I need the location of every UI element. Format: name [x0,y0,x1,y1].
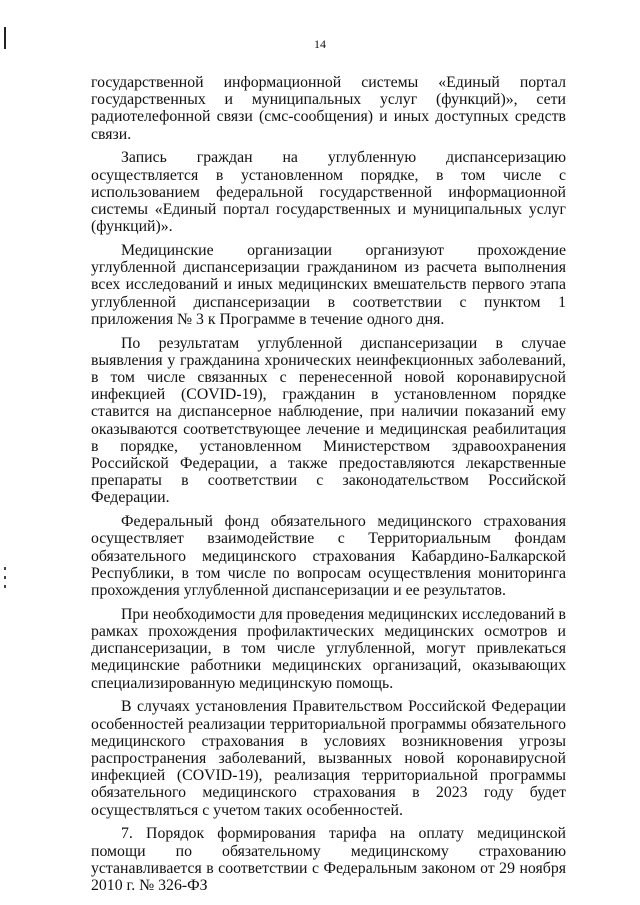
paragraph-results: По результатам углубленной диспансеризации в случае выявления у гражданина хронических неинфекционных заболеваний, в том числе связанных с перенесенной новой коронавирусной инфекцией (COVID-19), гражданин в установленном порядке ставится на диспансерное наблюдение, при наличии показаний ему оказываются соответствующее лечение и медицинская реабилитация в порядке, установленном Министерством здравоохранения Российской Федерации, а также предоставляются лекарственные препараты в соответствии с законодательством Российской Федерации. [91,334,566,507]
paragraph-specialists: При необходимости для проведения медицинских исследований в рамках прохождения профилактических медицинских осмотров и диспансеризации, в том числе углубленной, могут привлекаться медицинские работники медицинских организаций, оказывающих специализированную медицинскую помощь. [91,605,566,692]
scan-margin-dots [4,567,8,597]
paragraph-federal-fund: Федеральный фонд обязательного медицинского страхования осуществляет взаимодействие с Территориальным фондам обязательного медицинского страхования Кабардино-Балкарской Республики, в том числе по вопросам осуществления мониторинга прохождения углубленной диспансеризации и ее результатов. [91,513,566,600]
document-body [91,74,566,901]
page-number: 14 [314,37,326,51]
paragraph-continuation: государственной информационной системы «Единый портал государственных и муниципальных услуг (функций)», сети радиотелефонной связи (смс-сообщения) и иных доступных средств связи. [91,74,566,143]
paragraph-covid-features: В случаях установления Правительством Российской Федерации особенностей реализации территориальной программы обязательного медицинского страхования в условиях возникновения угрозы распространения заболеваний, вызванных новой коронавирусной инфекцией (COVID-19), реализация территориальной программы обязательного медицинского страхования в 2023 году будет осуществляться с учетом таких особенностей. [91,698,566,819]
paragraph-registration: Запись граждан на углубленную диспансеризацию осуществляется в установленном порядке, в том числе с использованием федеральной государственной информационной системы «Единый портал государственных и муниципальных услуг (функций)». [91,149,566,236]
paragraph-organization: Медицинские организации организуют прохождение углубленной диспансеризации гражданином из расчета выполнения всех исследований и иных медицинских вмешательств первого этапа углубленной диспансеризации в соответствии с пунктом 1 приложения № 3 к Программе в течение одного дня. [91,242,566,328]
paragraph-tariff: 7. Порядок формирования тарифа на оплату медицинской помощи по обязательному медицинскому страхованию устанавливается в соответствии с Федеральным законом от 29 ноября 2010 г. № 326-ФЗ [91,825,566,895]
